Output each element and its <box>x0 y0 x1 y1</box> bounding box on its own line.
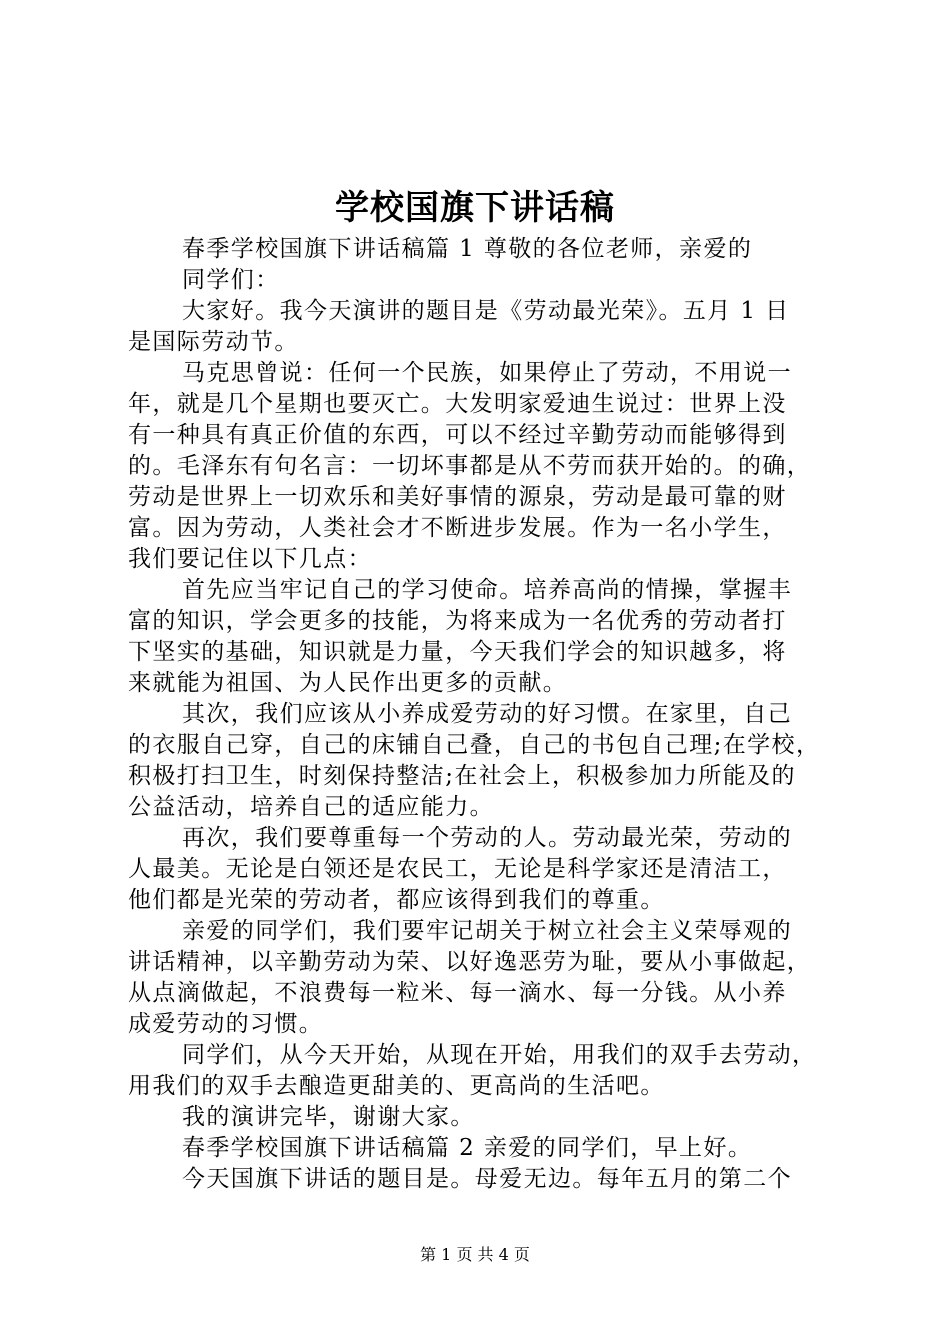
paragraph-line: 我们要记住以下几点： <box>128 546 372 572</box>
paragraph-5 <box>128 699 840 823</box>
paragraph-3 <box>128 358 840 575</box>
paragraph-line: 大家好。我今天演讲的题目是《劳动最光荣》。五月 1 日 <box>182 298 790 324</box>
paragraph-line: 用我们的双手去酿造更甜美的、更高尚的生活吧。 <box>128 1073 665 1099</box>
paragraph-4 <box>128 575 840 699</box>
paragraph-line: 年，就是几个星期也要灭亡。大发明家爱迪生说过：世界上没 <box>128 391 787 417</box>
paragraph-6 <box>128 823 840 916</box>
paragraph-8 <box>128 1040 840 1102</box>
document-title: 学校国旗下讲话稿 <box>335 188 615 228</box>
paragraph-line: 我的演讲完毕，谢谢大家。 <box>182 1104 475 1130</box>
paragraph-line: 首先应当牢记自己的学习使命。培养高尚的情操，掌握丰 <box>182 577 792 603</box>
paragraph-line: 春季学校国旗下讲话稿篇 1 尊敬的各位老师，亲爱的 <box>182 236 753 262</box>
document-body <box>128 234 840 1195</box>
paragraph-line: 春季学校国旗下讲话稿篇 2 亲爱的同学们，早上好。 <box>182 1135 753 1161</box>
paragraph-line: 人最美。无论是白领还是农民工，无论是科学家还是清洁工， <box>128 856 787 882</box>
paragraph-line: 下坚实的基础，知识就是力量，今天我们学会的知识越多，将 <box>128 639 787 665</box>
paragraph-line: 富。因为劳动，人类社会才不断进步发展。作为一名小学生， <box>128 515 787 541</box>
paragraph-line: 成爱劳动的习惯。 <box>128 1011 324 1037</box>
paragraph-line: 同学们： <box>182 267 280 293</box>
paragraph-line: 的。毛泽东有句名言：一切坏事都是从不劳而获开始的。的确， <box>128 453 812 479</box>
paragraph-line: 同学们，从今天开始，从现在开始，用我们的双手去劳动， <box>182 1042 817 1068</box>
paragraph-line: 来就能为祖国、为人民作出更多的贡献。 <box>128 670 568 696</box>
paragraph-line: 他们都是光荣的劳动者，都应该得到我们的尊重。 <box>128 887 665 913</box>
paragraph-line: 马克思曾说：任何一个民族，如果停止了劳动，不用说一 <box>182 360 792 386</box>
paragraph-9 <box>128 1102 840 1133</box>
page-footer: 第 1 页 共 4 页 <box>420 1245 530 1264</box>
paragraph-line: 的衣服自己穿，自己的床铺自己叠，自己的书包自己理;在学校， <box>128 732 821 758</box>
paragraph-11 <box>128 1164 840 1195</box>
paragraph-line: 讲话精神，以辛勤劳动为荣、以好逸恶劳为耻，要从小事做起， <box>128 949 812 975</box>
paragraph-line: 从点滴做起，不浪费每一粒米、每一滴水、每一分钱。从小养 <box>128 980 787 1006</box>
paragraph-line: 是国际劳动节。 <box>128 329 299 355</box>
paragraph-line: 富的知识，学会更多的技能，为将来成为一名优秀的劳动者打 <box>128 608 787 634</box>
paragraph-line: 亲爱的同学们，我们要牢记胡关于树立社会主义荣辱观的 <box>182 918 792 944</box>
paragraph-1 <box>128 234 840 296</box>
paragraph-2 <box>128 296 840 358</box>
paragraph-line: 公益活动，培养自己的适应能力。 <box>128 794 494 820</box>
paragraph-line: 其次，我们应该从小养成爱劳动的好习惯。在家里，自己 <box>182 701 792 727</box>
paragraph-line: 劳动是世界上一切欢乐和美好事情的源泉，劳动是最可靠的财 <box>128 484 787 510</box>
paragraph-line: 再次，我们要尊重每一个劳动的人。劳动最光荣，劳动的 <box>182 825 792 851</box>
paragraph-line: 积极打扫卫生，时刻保持整洁;在社会上，积极参加力所能及的 <box>128 763 796 789</box>
paragraph-line: 今天国旗下讲话的题目是。母爱无边。每年五月的第二个 <box>182 1166 792 1192</box>
paragraph-7 <box>128 916 840 1040</box>
paragraph-10 <box>128 1133 840 1164</box>
paragraph-line: 有一种具有真正价值的东西，可以不经过辛勤劳动而能够得到 <box>128 422 787 448</box>
